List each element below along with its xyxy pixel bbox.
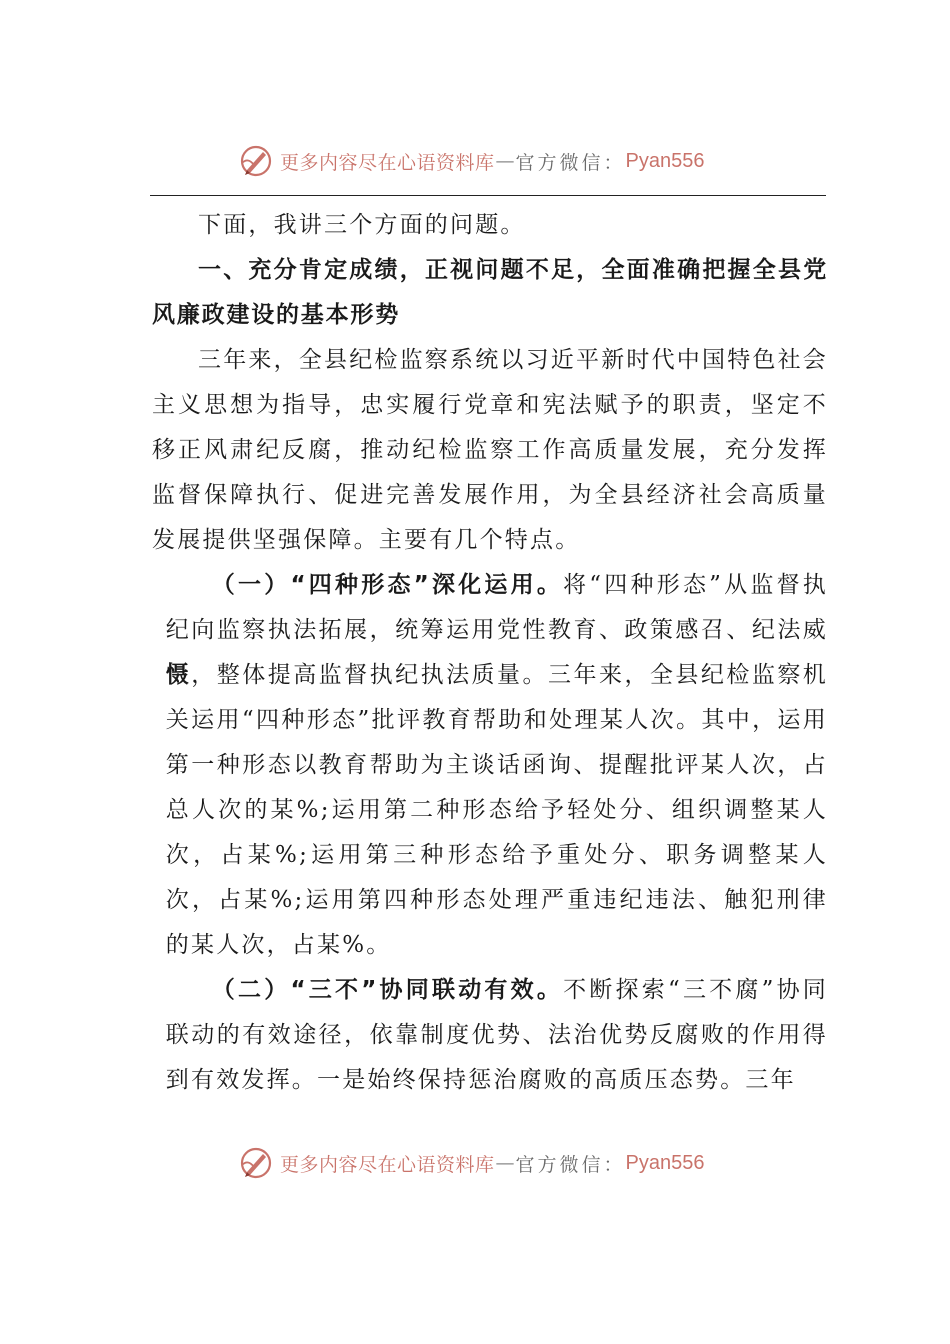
banner-brand-text: 更多内容尽在心语资料库	[280, 151, 495, 174]
point-two-paragraph	[152, 968, 828, 1103]
point-one-bold-char: 慑	[165, 662, 192, 688]
point-one-text-a: 将“四种形态”从监督执纪向监察执法拓展，统筹运用党性教育、政策感召、纪法威	[165, 572, 828, 643]
point-two-text: 不断探索“三不腐”协同联动的有效途径，依靠制度优势、法治优势反腐败的作用得到有效发挥。一是始终保持惩治腐败的高质压态势。三年	[165, 977, 828, 1093]
banner-wechat-id: Pyan556	[625, 149, 705, 172]
pen-in-circle-icon	[238, 1145, 274, 1181]
header-banner	[238, 141, 705, 181]
footer-wechat-id: Pyan556	[625, 1151, 705, 1174]
section-heading: 一、充分肯定成绩，正视问题不足，全面准确把握全县党风廉政建设的基本形势	[152, 257, 828, 328]
footer-dash: —	[495, 1152, 515, 1174]
footer-brand-text: 更多内容尽在心语资料库	[280, 1153, 495, 1176]
banner-official-label: 官方微信：	[515, 151, 626, 174]
point-one-lead: （一）“四种形态”深化运用。	[211, 572, 564, 598]
section-paragraph: 三年来，全县纪检监察系统以习近平新时代中国特色社会主义思想为指导，忠实履行党章和宪法赋予的职责，坚定不移正风肃纪反腐，推动纪检监察工作高质量发展，充分发挥监督保障执行、促进完善发展作用，为全县经济社会高质量发展提供坚强保障。主要有几个特点。	[152, 347, 828, 553]
intro-paragraph: 下面，我讲三个方面的问题。	[198, 212, 526, 238]
footer-official-label: 官方微信：	[515, 1153, 626, 1176]
point-one-paragraph	[152, 563, 828, 968]
pen-in-circle-icon	[238, 143, 274, 179]
point-two-lead: （二）“三不”协同联动有效。	[211, 977, 564, 1003]
footer-banner	[238, 1143, 705, 1183]
point-one-text-b: ，整体提高监督执纪执法质量。三年来，全县纪检监察机关运用“四种形态”批评教育帮助和处理某人次。其中，运用第一种形态以教育帮助为主谈话函询、提醒批评某人次，占总人次的某%;运用第二种形态给予轻处分、组织调整某人次，占某%;运用第三种形态给予重处分、职务调整某人次，占某%;运用第四种形态处理严重违纪违法、触犯刑律的某人次，占某%。	[165, 662, 829, 958]
document-body	[152, 203, 828, 1103]
banner-dash: —	[495, 150, 515, 172]
header-divider	[150, 195, 826, 196]
